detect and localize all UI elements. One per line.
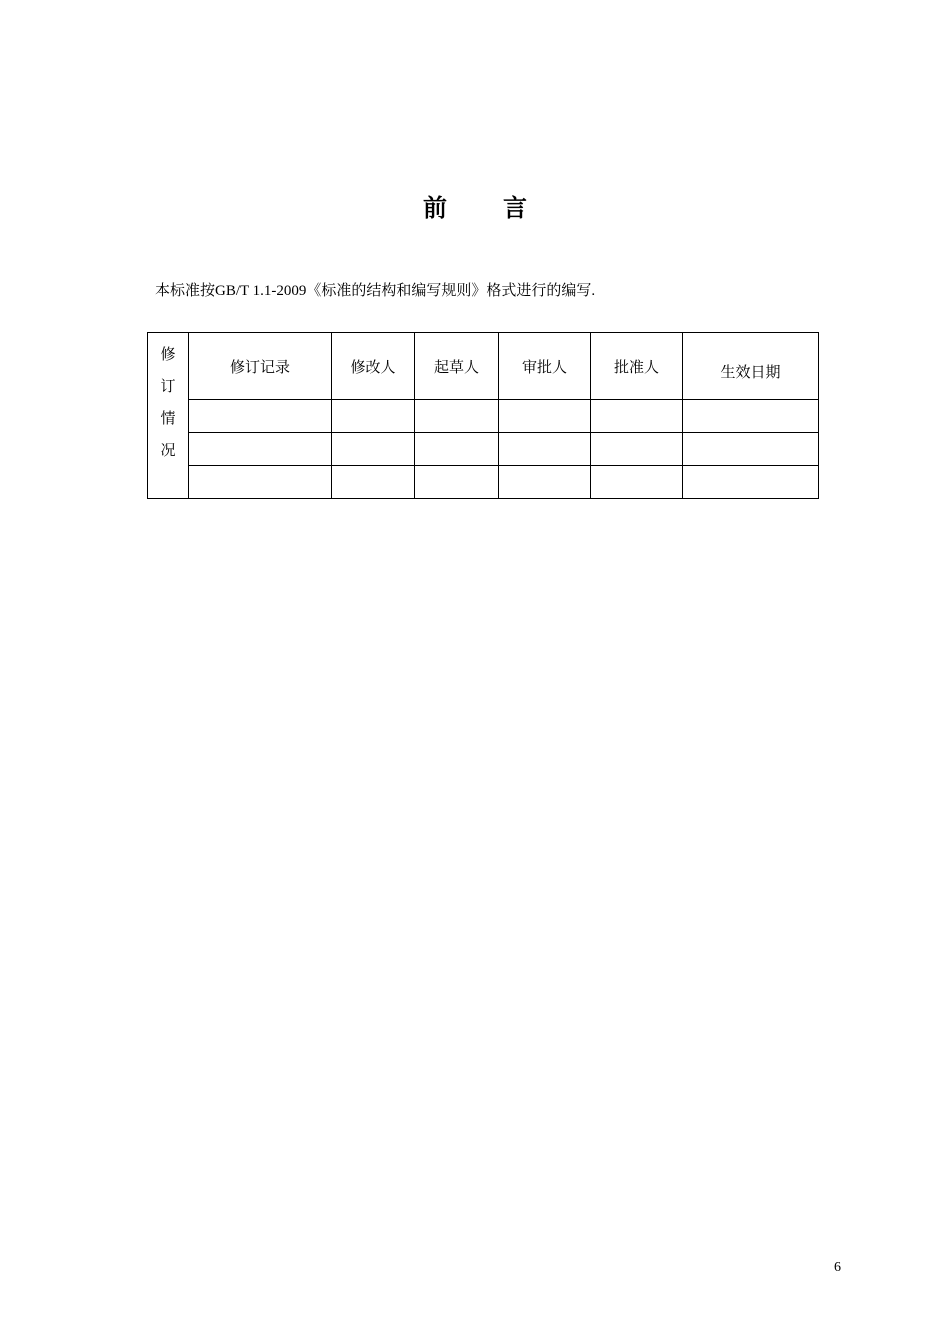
table-cell	[415, 433, 499, 466]
page-number: 6	[834, 1260, 841, 1275]
table-cell	[591, 433, 683, 466]
table-cell	[415, 400, 499, 433]
page-title	[0, 192, 950, 224]
side-label-char: 订	[160, 379, 176, 395]
table-cell	[332, 466, 415, 499]
table-cell	[683, 400, 819, 433]
table-row	[148, 400, 819, 433]
revision-side-label	[148, 333, 189, 499]
table-cell	[591, 466, 683, 499]
title-char-1: 前	[423, 194, 447, 222]
header-reviewer: 审批人	[499, 333, 591, 400]
table-cell	[189, 400, 332, 433]
header-revision-record: 修订记录	[189, 333, 332, 400]
header-modifier: 修改人	[332, 333, 415, 400]
table-header-row	[148, 333, 819, 400]
table-cell	[499, 400, 591, 433]
side-label-char: 况	[160, 443, 176, 459]
table-cell	[332, 433, 415, 466]
table-cell	[499, 466, 591, 499]
table-cell	[332, 400, 415, 433]
table-cell	[683, 433, 819, 466]
intro-paragraph: 本标准按GB/T 1.1-2009《标准的结构和编写规则》格式进行的编写.	[155, 283, 596, 299]
side-label-char: 情	[160, 411, 176, 427]
table-row	[148, 466, 819, 499]
table-cell	[189, 466, 332, 499]
table-cell	[591, 400, 683, 433]
table-cell	[499, 433, 591, 466]
table-cell	[415, 466, 499, 499]
revision-table	[147, 332, 819, 499]
table-row	[148, 433, 819, 466]
table-cell	[683, 466, 819, 499]
header-approver: 批准人	[591, 333, 683, 400]
header-drafter: 起草人	[415, 333, 499, 400]
title-char-2: 言	[503, 194, 527, 222]
header-effective-date: 生效日期	[683, 333, 819, 400]
table-cell	[189, 433, 332, 466]
side-label-char: 修	[160, 347, 176, 363]
